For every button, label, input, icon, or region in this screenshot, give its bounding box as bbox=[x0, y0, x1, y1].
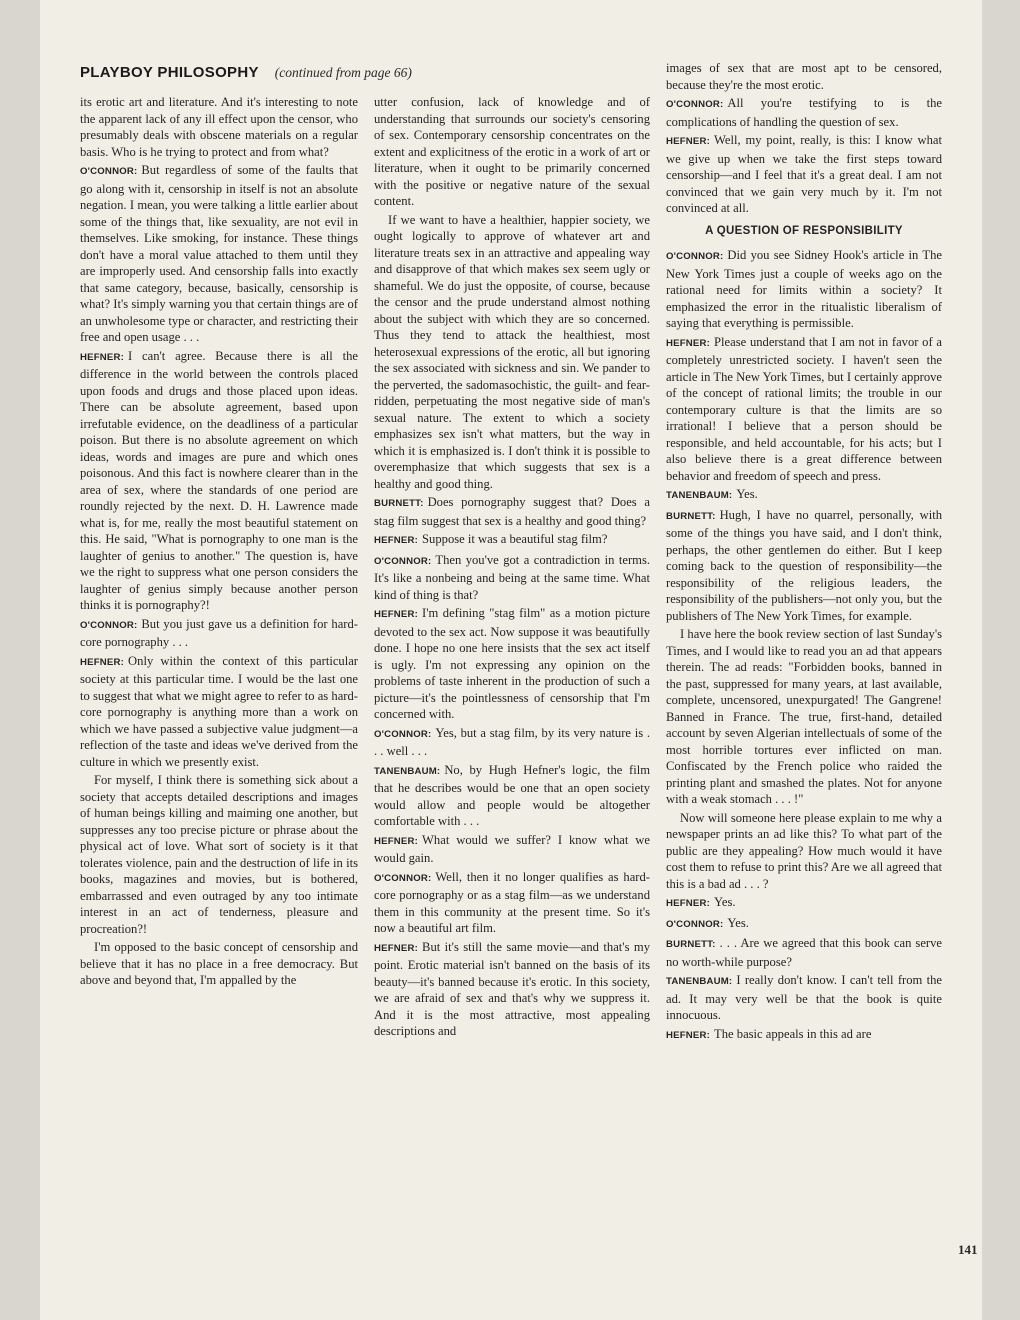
speaker-label: HEFNER: bbox=[80, 351, 125, 363]
paragraph bbox=[666, 95, 942, 130]
speaker-label: BURNETT: bbox=[666, 939, 716, 950]
paragraph-text: images of sex that are most apt to be censored, because they're the most erotic. bbox=[666, 61, 942, 92]
paragraph-text: utter confusion, lack of knowledge and of understanding that surrounds our society's censoring of sex. Contemporary censorship concentrates on the extent and explicitness of the erotic in a work of art or literature, when it ought to be primarily concerned with the positive or negative nature of the sexual content. bbox=[374, 95, 650, 208]
paragraph-text: If we want to have a healthier, happier society, we ought logically to approve of whatever art and literature treats sex in an attractive and appealing way and disapprove of that which makes sex seem ugly or shameful. We do just the opposite, of course, because the censor and the prude understand almost nothing about the subject with which they are so concerned. Thus they tend to attack the healthiest, most heterosexual expressions of the erotic, all but ignoring the sex associated with sickness and sin. We pander to the perverted, the sadomasochistic, the guilt- and fear-ridden, perpetuating the most negative side of man's sexual nature. The extent to which a society emphasizes sex isn't what matters, but the way in which it is emphasized is. I don't think it is possible to overemphasize that which suggests that sex is a healthy and good thing. bbox=[374, 212, 650, 491]
paragraph-text: Suppose it was a beautiful stag film? bbox=[422, 532, 608, 546]
column-3 bbox=[666, 60, 942, 1046]
speaker-label: O'CONNOR: bbox=[666, 918, 724, 930]
paragraph-text: Yes. bbox=[714, 895, 736, 909]
paragraph bbox=[374, 939, 650, 1040]
paragraph-text: Yes. bbox=[736, 487, 758, 501]
speaker-label: O'CONNOR: bbox=[374, 555, 432, 567]
speaker-label: BURNETT: bbox=[374, 498, 424, 509]
paragraph bbox=[80, 348, 358, 614]
paragraph bbox=[80, 94, 358, 160]
speaker-label: BURNETT: bbox=[666, 510, 716, 522]
speaker-label: HEFNER: bbox=[374, 535, 419, 546]
paragraph-text: I'm defining "stag film" as a motion picture devoted to the sex act. Now suppose it was beautifully done. I hope no one here insists that the sex act itself is ugly. I'm not expressing any opinion on the problems of taste inherent in the production of such a picture—it's the pointlessness of censorship that I'm concerned with. bbox=[374, 606, 650, 721]
speaker-label: HEFNER: bbox=[374, 609, 419, 620]
speaker-label: HEFNER: bbox=[666, 337, 711, 349]
paragraph bbox=[374, 531, 650, 550]
paragraph-text: Now will someone here please explain to me why a newspaper prints an ad like this? To what part of the public are they appealing? How much would it have cost them to refuse to print this? Are we all agreed that this is a bad ad . . . ? bbox=[666, 810, 942, 891]
magazine-page bbox=[40, 0, 982, 1320]
speaker-label: O'CONNOR: bbox=[80, 619, 138, 631]
speaker-label: O'CONNOR: bbox=[80, 166, 138, 177]
paragraph-text: Only within the context of this particular society at this particular time. I would be the last one to suggest that what we might agree to refer to as hard-core pornography is anything more than a work on which we have passed a subjective value judgment—a reflection of the taste and ideas we've derived from the culture in which we presently exist. bbox=[80, 653, 358, 769]
paragraph-text: Then you've got a contradiction in terms. It's like a nonbeing and being at the same time. What kind of thing is that? bbox=[374, 552, 650, 602]
paragraph bbox=[666, 132, 942, 217]
speaker-label: O'CONNOR: bbox=[666, 99, 724, 110]
page-number: 141 bbox=[958, 1242, 978, 1257]
paragraph-text: I really don't know. I can't tell from the ad. It may very well be that the book is quite innocuous. bbox=[666, 973, 942, 1022]
paragraph bbox=[374, 552, 650, 604]
section-subhead: A QUESTION OF RESPONSIBILITY bbox=[705, 224, 903, 237]
speaker-label: HEFNER: bbox=[80, 656, 125, 668]
speaker-label: HEFNER: bbox=[666, 1029, 711, 1041]
paragraph-text: No, by Hugh Hefner's logic, the film that he describes would be one that an open society would allow and people would be altogether comfortable with . . . bbox=[374, 762, 650, 828]
speaker-label: O'CONNOR: bbox=[374, 872, 432, 884]
paragraph bbox=[666, 60, 942, 93]
paragraph bbox=[666, 915, 942, 934]
paragraph bbox=[374, 494, 650, 529]
paragraph bbox=[80, 162, 358, 346]
paragraph-text: Yes. bbox=[727, 915, 749, 930]
speaker-label: HEFNER: bbox=[374, 835, 419, 847]
speaker-label: O'CONNOR: bbox=[666, 251, 724, 262]
running-header bbox=[80, 64, 412, 86]
paragraph bbox=[374, 212, 650, 493]
speaker-label: TANENBAUM: bbox=[666, 976, 733, 987]
paragraph-text: Well, my point, really, is this: I know what we give up when we take the first steps toward censorship—and I feel that it's a great deal. I am not convinced that we gain very much by it. I'm not convinced at all. bbox=[666, 133, 942, 215]
paragraph bbox=[374, 762, 650, 830]
paragraph bbox=[666, 810, 942, 893]
continued-note: (continued from page 66) bbox=[274, 65, 412, 80]
paragraph bbox=[80, 772, 358, 937]
paragraph bbox=[666, 935, 942, 970]
paragraph-text: But you just gave us a definition for hard-core pornography . . . bbox=[80, 616, 358, 649]
paragraph-text: Please understand that I am not in favor of a completely unrestricted society. I haven't seen the article in The New York Times, but I certainly approve of the concept of rational limits; the trouble in our contemporary culture is that the limits are so irrational! I believe that a person should be responsible, and held accountable, for his acts; but I also believe there is a great difference between behavior and freedom of speech and press. bbox=[666, 334, 942, 483]
paragraph-text: The basic appeals in this ad are bbox=[714, 1026, 872, 1041]
paragraph bbox=[374, 869, 650, 937]
paragraph bbox=[666, 972, 942, 1024]
paragraph-text: But regardless of some of the faults that go along with it, censorship in itself is not an absolute negation. I mean, you were talking a little earlier about some of the things that, like sexuality, are not evil in themselves. Like smoking, for instance. These things don't have a moral value attached to them until they are improperly used. And censorship falls into exactly that same category, because, basically, censorship is what? It's simply warning you that certain things are of an unwholesome type or character, and restricting their free and open usage . . . bbox=[80, 163, 358, 344]
paragraph-text: Well, then it no longer qualifies as hard-core pornography or as a stag film—as we understand them in this community at the present time. So it's now a beautiful art film. bbox=[374, 869, 650, 935]
paragraph-text: I can't agree. Because there is all the difference in the world between the controls placed upon foods and drugs and those placed upon ideas. There can be absolute agreement, based upon irrefutable evidence, on the deadliness of a particular poison. But there is no absolute agreement on which ideas, words and images are pure and which ones poisonous. And this fact is nowhere clearer than in the area of sex, where the standards of one period are roundly rejected by the next. D. H. Lawrence made what is, for me, really the most beautiful statement on this. He said, "What is pornography to one man is the laughter of genius to another." The question is, have we the right to suppress what one person considers the laughter of genius simply because another person thinks it is pornography?! bbox=[80, 348, 358, 612]
speaker-label: HEFNER: bbox=[666, 898, 711, 909]
paragraph-text: Yes, but a stag film, by its very nature is . . . well . . . bbox=[374, 725, 650, 758]
speaker-label: O'CONNOR: bbox=[374, 728, 432, 740]
paragraph bbox=[666, 247, 942, 332]
paragraph bbox=[80, 616, 358, 651]
paragraph bbox=[666, 507, 942, 625]
speaker-label: HEFNER: bbox=[374, 942, 419, 954]
paragraph bbox=[666, 626, 942, 808]
speaker-label: TANENBAUM: bbox=[374, 765, 441, 777]
paragraph-text: All you're testifying to is the complications of handling the question of sex. bbox=[666, 96, 942, 129]
paragraph-text: I'm opposed to the basic concept of censorship and believe that it has no place in a free democracy. But above and beyond that, I'm appalled by the bbox=[80, 940, 358, 987]
paragraph bbox=[80, 939, 358, 989]
column-3-bottom bbox=[666, 247, 942, 1044]
paragraph-text: Hugh, I have no quarrel, personally, with some of the things you have said, and I don't think, perhaps, the other gentlemen do either. But I keep coming back to the question of responsibility—the responsibility of the religious leaders, the responsibility of the publishers—not only you, but the publishers of The New York Times, for example. bbox=[666, 507, 942, 623]
column-2 bbox=[374, 94, 650, 1042]
paragraph-text: For myself, I think there is something sick about a society that accepts detailed descriptions and images of human beings killing and maiming one another, but suppresses any too precise picture or phrase about the physical act of love. What sort of society is it that tolerates violence, pain and the destruction of life in its books, magazines and movies, but is bothered, embarrassed and even outraged by any too intimate interest in an act of tenderness, pleasure and procreation?! bbox=[80, 773, 358, 936]
speaker-label: HEFNER: bbox=[666, 136, 711, 147]
speaker-label: TANENBAUM: bbox=[666, 490, 733, 501]
column-1 bbox=[80, 94, 358, 991]
paragraph-text: its erotic art and literature. And it's interesting to note the apparent lack of any ill effect upon the censor, who presumably deals with obscene materials on a regular basis. Who is he trying to protect and from what? bbox=[80, 95, 358, 159]
paragraph-text: I have here the book review section of last Sunday's Times, and I would like to read you an ad that appears therein. The ad reads: "Forbidden books, banned in the past, suppressed for many years, at last available, complete, uncensored, unexpurgated! The Gangrene! Banned in France. The true, first-hand, detailed account by seven Algerian intellectuals of some of the most horrible tortures ever inflicted on man. Confiscated by the French police who raided the printing plant and smashed the plates. Not for anyone with a weak stomach . . . !" bbox=[666, 627, 942, 806]
paragraph bbox=[666, 334, 942, 485]
section-title: PLAYBOY PHILOSOPHY bbox=[80, 64, 259, 81]
paragraph-text: But it's still the same movie—and that's my point. Erotic material isn't banned on the basis of its beauty—it's banned because it's erotic. In this society, we are afraid of sex and that's why we suppress it. And it is the most attractive, most appealing descriptions and bbox=[374, 939, 650, 1038]
paragraph-text: Did you see Sidney Hook's article in The New York Times just a couple of weeks ago on the rational need for limits within a society? It emphasized the error in the ritualistic liberalism of saying that everything is permissible. bbox=[666, 248, 942, 330]
paragraph-text: Does pornography suggest that? Does a stag film suggest that sex is a healthy and good thing? bbox=[374, 495, 650, 528]
paragraph bbox=[80, 653, 358, 771]
paragraph-text: What would we suffer? I know what we would gain. bbox=[374, 832, 650, 865]
column-3-top bbox=[666, 60, 942, 217]
paragraph bbox=[666, 1026, 942, 1045]
paragraph bbox=[666, 486, 942, 505]
paragraph bbox=[666, 894, 942, 913]
paragraph bbox=[374, 605, 650, 723]
paragraph-text: . . . Are we agreed that this book can serve no worth-while purpose? bbox=[666, 936, 942, 969]
paragraph bbox=[374, 94, 650, 210]
paragraph bbox=[374, 832, 650, 867]
paragraph bbox=[374, 725, 650, 760]
